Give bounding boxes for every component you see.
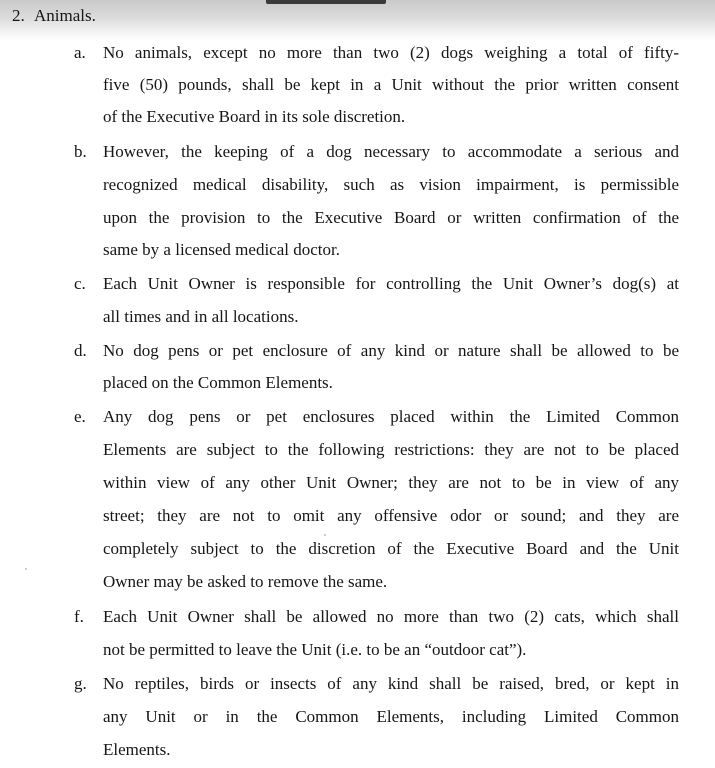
scan-speck [324,534,326,536]
item-label: e. [74,407,86,426]
scan-speck [25,568,27,570]
item-text-line: No dog pens or pet enclosure of any kind or nature shall be allowed to be [103,341,679,360]
item-text-line: completely subject to the discretion of the Executive Board and the Unit [103,539,679,558]
item-text-line: No reptiles, birds or insects of any kind shall be raised, bred, or kept in [103,674,679,693]
item-text-line: Elements. [103,740,171,759]
item-text-line: within view of any other Unit Owner; they are not to be in view of any [103,473,679,492]
item-label: d. [74,341,87,360]
section-number: 2. [12,6,25,25]
item-text-line: any Unit or in the Common Elements, including Limited Common [103,707,679,726]
top-handle-bar [266,0,386,4]
item-text-line: five (50) pounds, shall be kept in a Unit without the prior written consent [103,75,679,94]
section-heading [12,5,96,27]
item-text-line: However, the keeping of a dog necessary to accommodate a serious and [103,142,679,161]
item-text-line: No animals, except no more than two (2) dogs weighing a total of fifty- [103,43,679,62]
item-label: c. [74,274,86,293]
item-text-line: same by a licensed medical doctor. [103,240,340,259]
item-text-line: upon the provision to the Executive Board or written confirmation of the [103,208,679,227]
item-text-line: Any dog pens or pet enclosures placed within the Limited Common [103,407,679,426]
top-shadow-overlay [0,0,715,40]
item-label: g. [74,674,87,693]
item-label: f. [74,607,84,626]
item-text-line: of the Executive Board in its sole discretion. [103,107,406,126]
item-text-line: all times and in all locations. [103,307,299,326]
item-text-line: Each Unit Owner is responsible for controlling the Unit Owner’s dog(s) at [103,274,679,293]
item-label: a. [74,43,86,62]
item-text-line: not be permitted to leave the Unit (i.e. to be an “outdoor cat”). [103,640,527,659]
item-text-line: Each Unit Owner shall be allowed no more than two (2) cats, which shall [103,607,679,626]
item-text-line: placed on the Common Elements. [103,373,333,392]
section-title: Animals. [34,6,96,25]
item-text-line: recognized medical disability, such as vision impairment, is permissible [103,175,679,194]
item-text-line: Elements are subject to the following restrictions: they are not to be placed [103,440,679,459]
item-text-line: Owner may be asked to remove the same. [103,572,388,591]
item-text-line: street; they are not to omit any offensive odor or sound; and they are [103,506,679,525]
item-label: b. [74,142,87,161]
